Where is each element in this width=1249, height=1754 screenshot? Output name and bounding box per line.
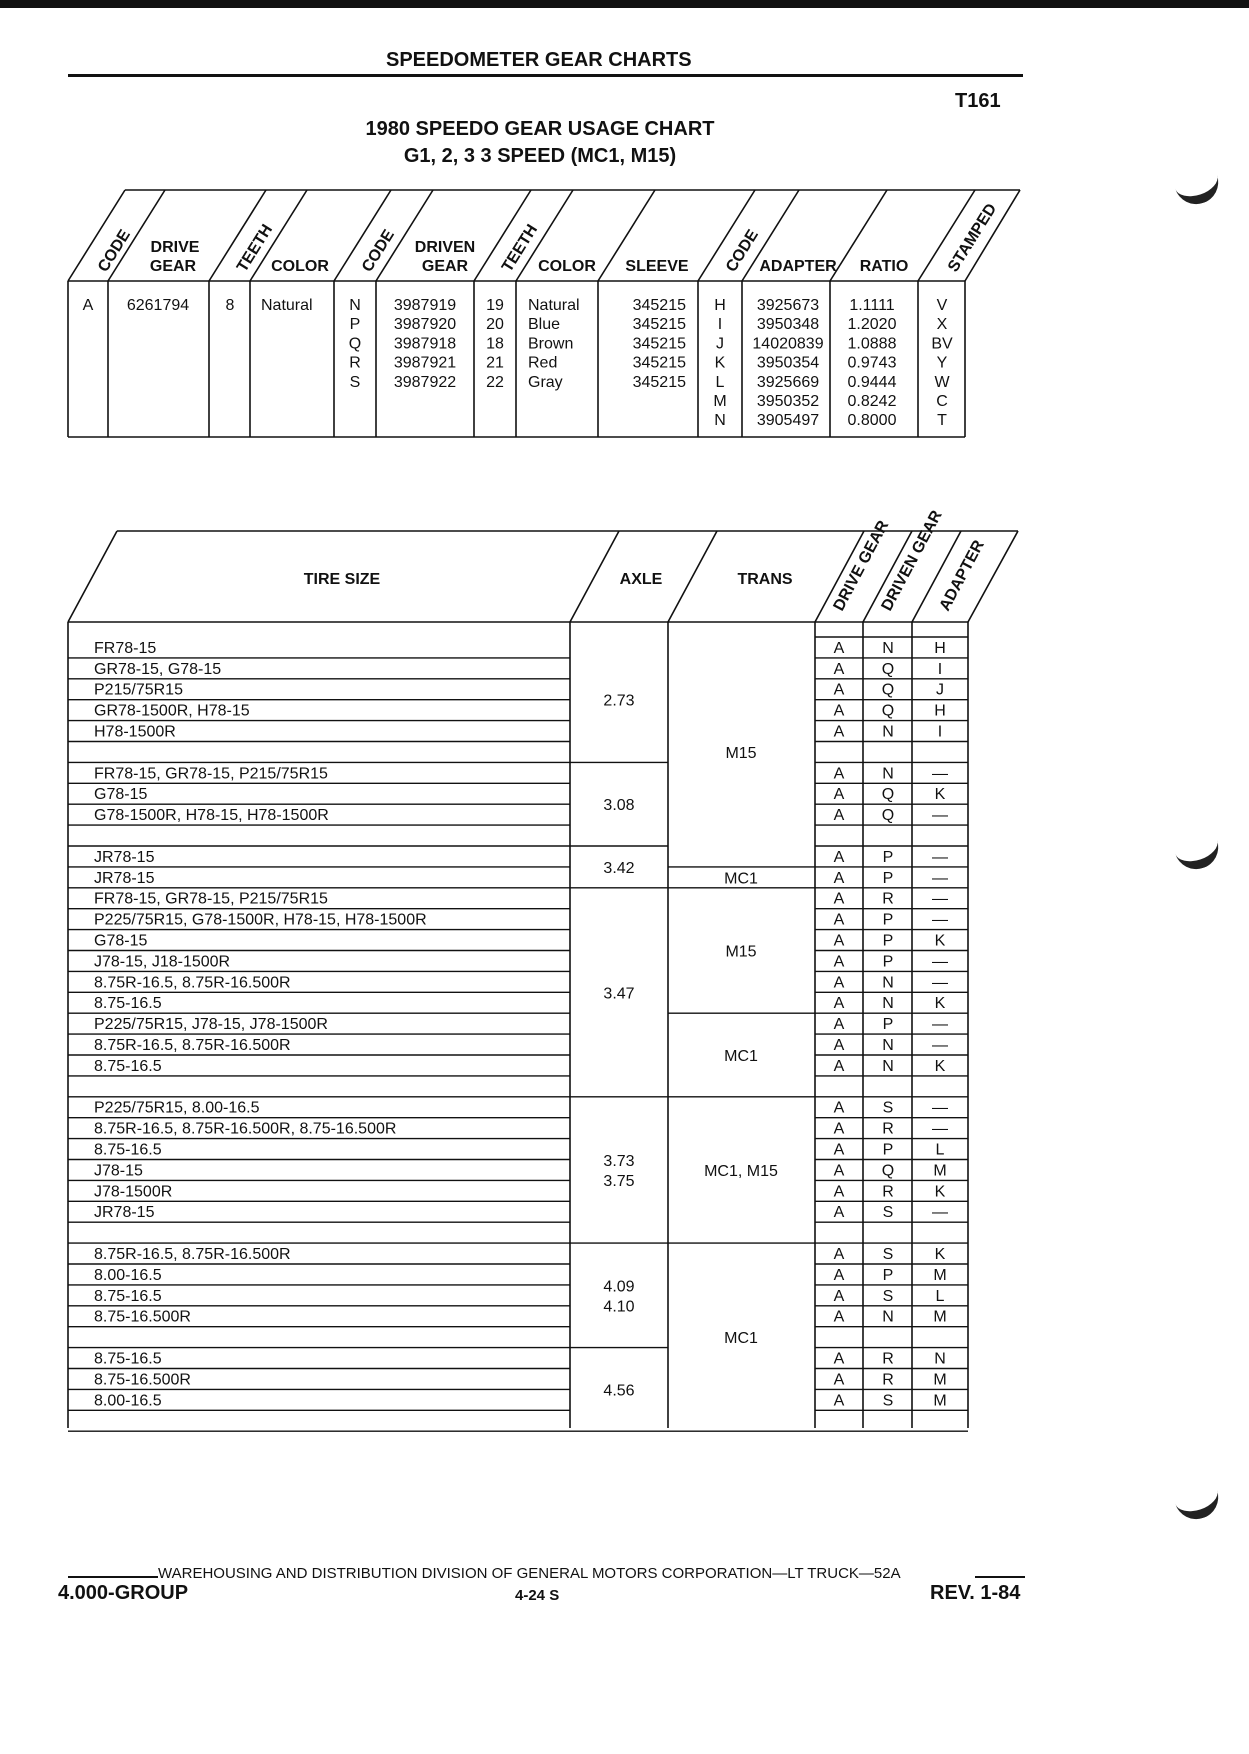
axle-ratio-label: 4.56 [603,1382,635,1400]
axle-ratio-label: 4.09 [603,1278,635,1296]
drive-gear-cell: A [833,1287,845,1305]
driven-gear-cell: P [882,1266,894,1284]
adapter-cell: — [932,869,948,887]
driven-gear-part: 3987919 [393,297,457,314]
drive-gear-cell: A [833,869,845,887]
adapter-code: M [713,393,727,410]
driven-gear-cell: P [882,1016,894,1034]
driven-gear-cell: P [882,848,894,866]
drive-gear-cell: A [833,1037,845,1054]
driven-gear-cell: R [882,1371,894,1389]
adapter-cell: — [932,1016,948,1034]
footer-rule-right [975,1576,1025,1578]
driven-gear-cell: P [882,869,894,887]
tire-size-cell: FR78-15, GR78-15, P215/75R15 [94,890,328,908]
drive-gear-cell: A [833,765,845,783]
driven-gear-cell: R [882,1350,894,1368]
driven-gear-color: Gray [528,373,563,391]
driven-gear-code: R [349,354,361,372]
driven-gear-cell: Q [881,807,895,825]
adapter-cell: K [934,1057,946,1075]
gear-header-stamped: STAMPED [944,200,1001,276]
axle-ratio-label: 3.47 [603,985,635,1003]
driven-gear-cell: N [882,995,894,1013]
tire-size-cell: P215/75R15 [94,681,183,699]
driven-gear-cell: P [882,932,894,950]
drive-gear-cell: A [833,1099,845,1117]
driven-gear-part: 3987918 [393,335,457,353]
tire-size-cell: GR78-15, G78-15 [94,660,222,678]
driven-gear-sleeve: 345215 [632,316,686,334]
section-title: SPEEDOMETER GEAR CHARTS [386,49,692,71]
drive-gear-cell: A [833,974,845,992]
axle-ratio-label: 4.10 [603,1298,635,1316]
drive-gear-cell: A [833,1350,845,1368]
tire-size-cell: JR78-15 [94,848,155,866]
adapter-cell: — [932,953,948,971]
driven-gear-sleeve: 345215 [632,354,686,372]
usage-header-trans: TRANS [737,571,793,588]
adapter-cell: I [937,723,943,741]
adapter-cell: K [934,932,946,950]
tire-size-cell: G78-15 [94,932,148,950]
tire-size-cell: 8.75R-16.5, 8.75R-16.500R [94,974,291,992]
usage-header-tire-size: TIRE SIZE [303,571,381,588]
drive-gear-cell: A [833,1016,845,1034]
adapter-cell: H [934,639,946,657]
adapter-cell: J [936,681,944,699]
gear-header-teeth: TEETH [233,221,277,276]
tire-size-cell: G78-1500R, H78-15, H78-1500R [94,807,329,825]
driven-gear-cell: Q [881,660,895,678]
tire-size-cell: 8.75R-16.5, 8.75R-16.500R, 8.75-16.500R [94,1120,397,1138]
gear-header-driven-gear: GEAR [421,258,469,275]
adapter-cell: L [935,1287,945,1305]
transmission-label: MC1, M15 [704,1162,778,1180]
gear-header-code: CODE [94,226,134,276]
gear-header-driven-gear: DRIVEN [414,239,476,256]
tire-size-cell: P225/75R15, 8.00-16.5 [94,1099,260,1117]
drive-gear-cell: A [833,848,845,866]
tire-size-cell: 8.75-16.5 [94,1141,162,1159]
adapter-cell: — [932,1099,948,1117]
gear-header-code: CODE [358,226,398,276]
driven-gear-cell: N [882,1308,894,1326]
tire-size-cell: 8.75-16.5 [94,1287,162,1305]
tire-size-cell: 8.00-16.5 [94,1266,162,1284]
driven-gear-part: 3987921 [393,354,457,372]
drive-gear-cell: A [833,786,845,804]
adapter-code: H [714,297,726,314]
driven-gear-cell: Q [881,702,895,720]
adapter-ratio: 1.1111 [849,297,895,314]
adapter-ratio: 0.9743 [847,354,897,372]
driven-gear-cell: S [882,1099,894,1117]
transmission-label: MC1 [724,870,758,888]
adapter-stamped: Y [936,354,948,372]
adapter-cell: — [932,765,948,783]
adapter-ratio: 0.9444 [847,373,897,391]
adapter-part: 3950354 [756,354,820,372]
driven-gear-cell: N [882,639,894,657]
driven-gear-teeth: 21 [486,354,504,372]
adapter-code: I [717,316,723,334]
adapter-stamped: X [936,316,948,334]
drive-gear-color: Natural [261,297,313,314]
drive-gear-cell: A [833,1392,845,1410]
driven-gear-cell: S [882,1392,894,1410]
drive-gear-cell: A [833,890,845,908]
tire-size-cell: 8.75-16.5 [94,1057,162,1075]
driven-gear-cell: P [882,953,894,971]
drive-gear-cell: A [833,639,845,657]
adapter-ratio: 0.8242 [847,393,897,410]
axle-ratio-label: 3.73 [603,1152,635,1170]
footer-revision: REV. 1-84 [930,1582,1021,1604]
drive-gear-cell: A [833,1266,845,1284]
axle-ratio-label: 3.75 [603,1172,635,1190]
adapter-cell: — [932,974,948,992]
usage-header-drive-gear: DRIVE GEAR [830,517,893,614]
page-code: T161 [955,90,1001,112]
driven-gear-cell: S [882,1287,894,1305]
driven-gear-teeth: 22 [486,373,504,391]
driven-gear-cell: R [882,1183,894,1201]
tire-size-cell: 8.75R-16.5, 8.75R-16.500R [94,1246,291,1263]
drive-gear-cell: A [833,932,845,950]
adapter-part: 3905497 [756,412,820,430]
driven-gear-teeth: 20 [486,316,504,334]
drive-gear-cell: A [833,953,845,971]
driven-gear-cell: S [882,1246,894,1263]
tire-size-cell: JR78-15 [94,1204,155,1222]
drive-gear-cell: A [833,911,845,929]
drive-gear-cell: A [833,1308,845,1326]
adapter-part: 3925673 [756,297,820,314]
tire-size-cell: P225/75R15, J78-15, J78-1500R [94,1016,328,1034]
driven-gear-cell: Q [881,786,895,804]
axle-ratio-label: 3.42 [603,859,635,877]
driven-gear-cell: N [882,974,894,992]
tire-size-cell: FR78-15, GR78-15, P215/75R15 [94,765,328,783]
adapter-cell: K [934,1246,946,1263]
chart-title-line1: 1980 SPEEDO GEAR USAGE CHART [365,118,715,140]
driven-gear-code: P [349,316,361,334]
tire-size-cell: P225/75R15, G78-1500R, H78-15, H78-1500R [94,911,427,929]
drive-gear-cell: A [833,681,845,699]
adapter-stamped: BV [931,335,953,353]
driven-gear-code: N [349,297,361,314]
adapter-cell: M [933,1266,947,1284]
adapter-cell: — [932,807,948,825]
driven-gear-sleeve: 345215 [632,373,686,391]
tire-size-cell: G78-15 [94,786,148,804]
drive-gear-cell: A [833,702,845,720]
driven-gear-cell: N [882,765,894,783]
transmission-label: M15 [725,744,757,762]
drive-gear-cell: A [833,995,845,1013]
adapter-stamped: V [936,297,948,314]
adapter-cell: K [934,1183,946,1201]
tire-size-cell: 8.75-16.500R [94,1308,191,1326]
transmission-label: MC1 [724,1330,758,1348]
driven-gear-part: 3987922 [393,373,457,391]
driven-gear-cell: P [882,911,894,929]
usage-header-adapter: ADAPTER [936,537,988,614]
adapter-cell: M [933,1371,947,1389]
adapter-code: N [714,412,726,430]
adapter-stamped: W [934,373,950,391]
driven-gear-code: Q [348,335,362,353]
adapter-cell: H [934,702,946,720]
tire-size-cell: 8.00-16.5 [94,1392,162,1410]
binder-hole [1170,1474,1224,1525]
driven-gear-cell: N [882,1057,894,1075]
driven-gear-color: Brown [528,335,574,353]
gear-header-drive-gear: GEAR [149,258,197,275]
driven-gear-cell: S [882,1204,894,1222]
driven-gear-teeth: 18 [486,335,504,353]
adapter-code: L [715,373,725,391]
axle-ratio-label: 2.73 [603,692,635,710]
driven-gear-cell: P [882,1141,894,1159]
footer-division: WAREHOUSING AND DISTRIBUTION DIVISION OF GENERAL MOTORS CORPORATION—LT TRUCK—52A [158,1565,901,1582]
adapter-cell: — [932,1037,948,1054]
tire-size-cell: J78-1500R [94,1183,173,1201]
transmission-label: MC1 [724,1048,758,1065]
gear-header-ratio: RATIO [859,258,909,275]
driven-gear-color: Blue [528,316,561,334]
tire-size-cell: J78-15, J18-1500R [94,953,231,971]
drive-gear-code: A [82,297,94,314]
gear-header-sleeve: SLEEVE [625,258,689,275]
adapter-part: 3950348 [756,316,820,334]
tire-size-cell: 8.75R-16.5, 8.75R-16.500R [94,1037,291,1054]
driven-gear-cell: N [882,723,894,741]
adapter-part: 3950352 [756,393,820,410]
adapter-cell: M [933,1392,947,1410]
drive-gear-cell: A [833,1371,845,1389]
driven-gear-cell: N [882,1037,894,1054]
adapter-cell: — [932,1120,948,1138]
driven-gear-sleeve: 345215 [632,335,686,353]
driven-gear-color: Natural [528,297,580,314]
footer-rule-left [68,1576,158,1578]
drive-gear-cell: A [833,1246,845,1263]
driven-gear-part: 3987920 [393,316,457,334]
adapter-cell: M [933,1308,947,1326]
driven-gear-code: S [349,373,361,391]
adapter-cell: L [935,1141,945,1159]
driven-gear-color: Red [528,354,558,372]
adapter-stamped: C [936,393,948,410]
tire-size-cell: 8.75-16.5 [94,1350,162,1368]
driven-gear-cell: R [882,890,894,908]
driven-gear-cell: Q [881,681,895,699]
adapter-cell: — [932,1204,948,1222]
gear-header-code: CODE [722,226,762,276]
tire-size-cell: 8.75-16.5 [94,995,162,1013]
usage-header-driven-gear: DRIVEN GEAR [878,507,946,614]
driven-gear-cell: R [882,1120,894,1138]
adapter-part: 3925669 [756,373,820,391]
drive-gear-cell: A [833,1141,845,1159]
drive-gear-cell: A [833,807,845,825]
driven-gear-cell: Q [881,1162,895,1180]
adapter-ratio: 1.2020 [847,316,897,334]
drive-gear-teeth: 8 [225,297,235,314]
usage-header-axle: AXLE [619,571,663,588]
adapter-ratio: 1.0888 [847,335,897,353]
footer-page-number: 4-24 S [515,1587,560,1604]
adapter-cell: K [934,995,946,1013]
adapter-cell: — [932,890,948,908]
driven-gear-teeth: 19 [486,297,504,314]
gear-header-teeth: TEETH [498,221,542,276]
adapter-cell: K [934,786,946,804]
axle-ratio-label: 3.08 [603,797,635,815]
adapter-stamped: T [937,412,947,430]
tire-size-cell: FR78-15 [94,639,157,657]
chart-title-line2: G1, 2, 3 3 SPEED (MC1, M15) [403,145,677,167]
footer-group: 4.000-GROUP [58,1582,189,1604]
adapter-code: J [716,335,724,353]
drive-gear-cell: A [833,1204,845,1222]
adapter-cell: N [934,1350,946,1368]
adapter-part: 14020839 [752,335,824,353]
gear-header-drive-gear: DRIVE [150,239,200,256]
tire-size-cell: GR78-1500R, H78-15 [94,702,250,720]
transmission-label: M15 [725,943,757,961]
gear-header-color: COLOR [538,258,596,275]
tire-size-cell: H78-1500R [94,723,176,741]
gear-header-adapter: ADAPTER [759,258,837,275]
drive-gear-part: 6261794 [126,297,190,314]
tire-size-cell: 8.75-16.500R [94,1371,191,1389]
adapter-code: K [714,354,726,372]
adapter-cell: I [937,660,943,678]
drive-gear-cell: A [833,1183,845,1201]
adapter-cell: — [932,848,948,866]
drive-gear-cell: A [833,1162,845,1180]
adapter-cell: — [932,911,948,929]
drive-gear-cell: A [833,1120,845,1138]
tire-size-cell: JR78-15 [94,869,155,887]
drive-gear-cell: A [833,1057,845,1075]
drive-gear-cell: A [833,660,845,678]
adapter-cell: M [933,1162,947,1180]
tire-size-cell: J78-15 [94,1162,143,1180]
drive-gear-cell: A [833,723,845,741]
adapter-ratio: 0.8000 [847,412,897,430]
driven-gear-sleeve: 345215 [632,297,686,314]
gear-header-color: COLOR [271,258,329,275]
